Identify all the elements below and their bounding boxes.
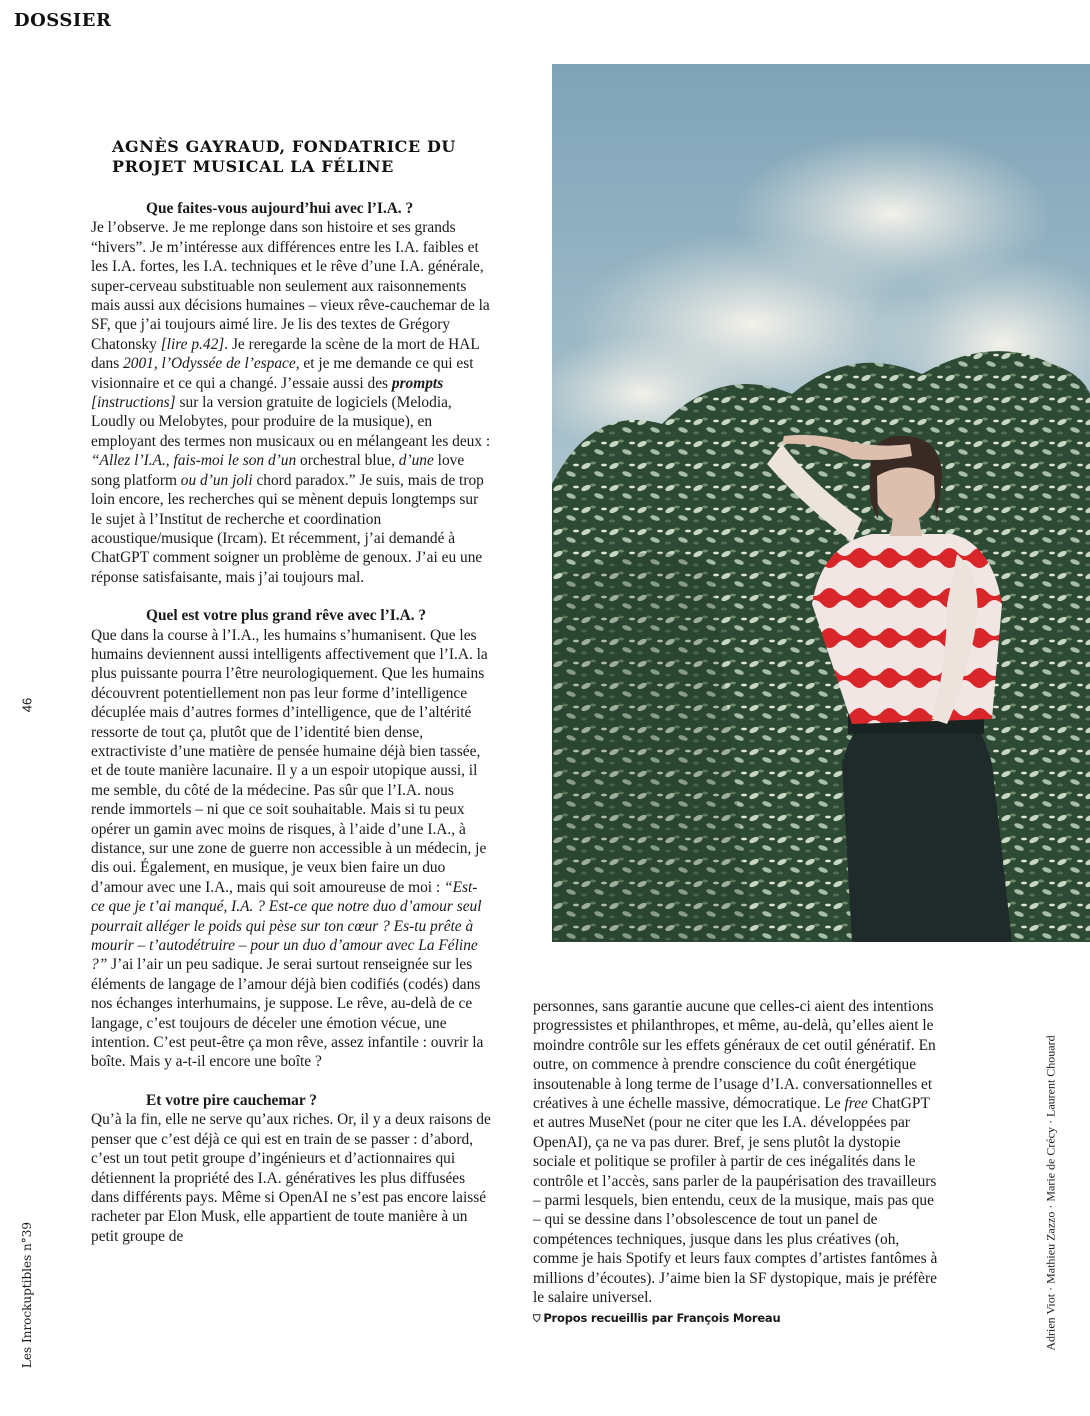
question-3: Et votre pire cauchemar ?	[146, 1091, 317, 1109]
signature: ⛉ Propos recueillis par François Moreau	[533, 1310, 781, 1325]
question-1: Que faites-vous aujourd’hui avec l’I.A. ?	[146, 200, 414, 217]
photo-credits: Adrien Viot · Mathieu Zazzo · Marie de Crécy · Laurent Chouard	[1043, 1035, 1058, 1351]
issue-label: Les Inrockuptibles n°39	[20, 1221, 34, 1369]
page-number: 46	[19, 697, 35, 713]
section-tag: DOSSIER	[14, 10, 112, 31]
article-column-left	[91, 199, 491, 1246]
article-headline: AGNÈS GAYRAUD, FONDATRICE DU PROJET MUSICAL LA FÉLINE	[112, 137, 456, 176]
answer-3-part-2: personnes, sans garantie aucune que celles-ci aient des intentions progressistes et philanthropes, et même, au-delà, qu’elles aient le moindre contrôle sur les effets généraux de cet outil génératif. En outre, on commence à prendre conscience du coût énergétique insoutenable à long terme de l’usage d’I.A. conversationnelles et créatives à une échelle massive, démocratique. Le free ChatGPT et autres MuseNet (pour ne citer que les I.A. développées par OpenAI), ça ne va pas durer. Bref, je sens plutôt la dystopie sociale et politique se profiler à partir de ces inégalités dans le contrôle et l’accès, sans parler de la paupérisation des travailleurs – parmi lesquels, bien entendu, ceux de la musique, mais pas que – qui se dessine dans l’obsolescence de tout un panel de compétences techniques, jusque dans les plus créatives (oh, comme je hais Spotify et leurs faux comptes d’artistes fantômes à millions d’écoutes). J’aime bien la SF dystopique, mais je préfère le salaire universel.	[533, 998, 938, 1307]
answer-2: Que dans la course à l’I.A., les humains s’humanisent. Que les humains deviennent aussi intelligents affectivement que l’I.A. la plus puissante pourra l’être neurologiquement. Que les humains découvrent potentiellement non pas leur forme d’intelligence décuplée mais d’autres formes d’intelligence, que de l’altérité ressorte de tout ça, plutôt que de l’identité bien dense, extractiviste d’une matière de pensée humaine déjà bien tassée, et de toute manière lacunaire. Il y a un espoir utopique aussi, il me semble, du côté de la médecine. Pas sûr que l’I.A. nous rende immortels – ni que ce soit souhaitable. Mais si tu peux opérer un gamin avec moins de risques, à l’aide d’une I.A., à distance, sur une zone de guerre non accessible à un médecin, je dis oui. Également, en musique, je veux bien faire un duo d’amour avec une I.A., mais qui soit amoureuse de moi : “Est-ce que je t’ai manqué, I.A. ? Est-ce que notre duo d’amour seul pourrait alléger le poids qui pèse sur ton cœur ? Es-tu prête à mourir – t’autodétruire – pour un duo d’amour avec La Féline ?” J’ai l’air un peu sadique. Je serai surtout renseignée sur les éléments de langage de l’amour déjà bien codifiés (codés) dans nos échanges interhumains, je suppose. Le rêve, au-delà de ce langage, c’est toujours de déceler une émotion vécue, une intention. C’est peut-être ça mon rêve, assez infantile : ouvrir la boîte. Mais y a-t-il encore une boîte ?	[91, 626, 488, 1071]
answer-1: Je l’observe. Je me replonge dans son histoire et ses grands “hivers”. Je m’intéresse aux différences entre les I.A. faibles et les I.A. fortes, les I.A. techniques et le rêve d’une I.A. générale, super-cerveau substituable non seulement aux raisonnements mais aussi aux décisions humaines – vieux rêve-cauchemar de la SF, que j’ai toujours aimé lire. Je lis des textes de Grégory Chatonsky [lire p.42]. Je reregarde la scène de la mort de HAL dans 2001, l’Odyssée de l’espace, et je me demande ce qui est visionnaire et ce qui a changé. J’essaie aussi des prompts [instructions] sur la version gratuite de logiciels (Melodia, Loudly ou Melobytes, pour produire de la musique), en employant des termes non musicaux ou en mélangeant les deux : “Allez l’I.A., fais-moi le son d’un orchestral blue, d’une love song platform ou d’un joli chord paradox.” Je suis, mais de trop loin encore, les recherches qui se mènent depuis longtemps sur le sujet à l’Institut de recherche et coordination acoustique/musique (Ircam). Et récemment, j’ai demandé à ChatGPT comment soigner un problème de genoux. J’ai eu une réponse satisfaisante, mais j’ai toujours mal.	[91, 219, 491, 586]
portrait-photo	[552, 64, 1090, 942]
inrocks-logo-icon: ⛉	[533, 1313, 541, 1325]
answer-3-part-1: Qu’à la fin, elle ne serve qu’aux riches. Or, il y a deux raisons de penser que c’est déjà ce qui est en train de se passer : d’abord, c’est un tout petit groupe d’ingénieurs et d’actionnaires qui détiennent la propriété des I.A. génératives les plus diffusées dans différents pays. Même si OpenAI ne s’est pas encore laissé racheter par Elon Musk, elle appartient de toute manière à un petit groupe de	[91, 1111, 491, 1245]
article-column-right	[533, 997, 943, 1329]
question-2: Quel est votre plus grand rêve avec l’I.A. ?	[146, 607, 427, 625]
